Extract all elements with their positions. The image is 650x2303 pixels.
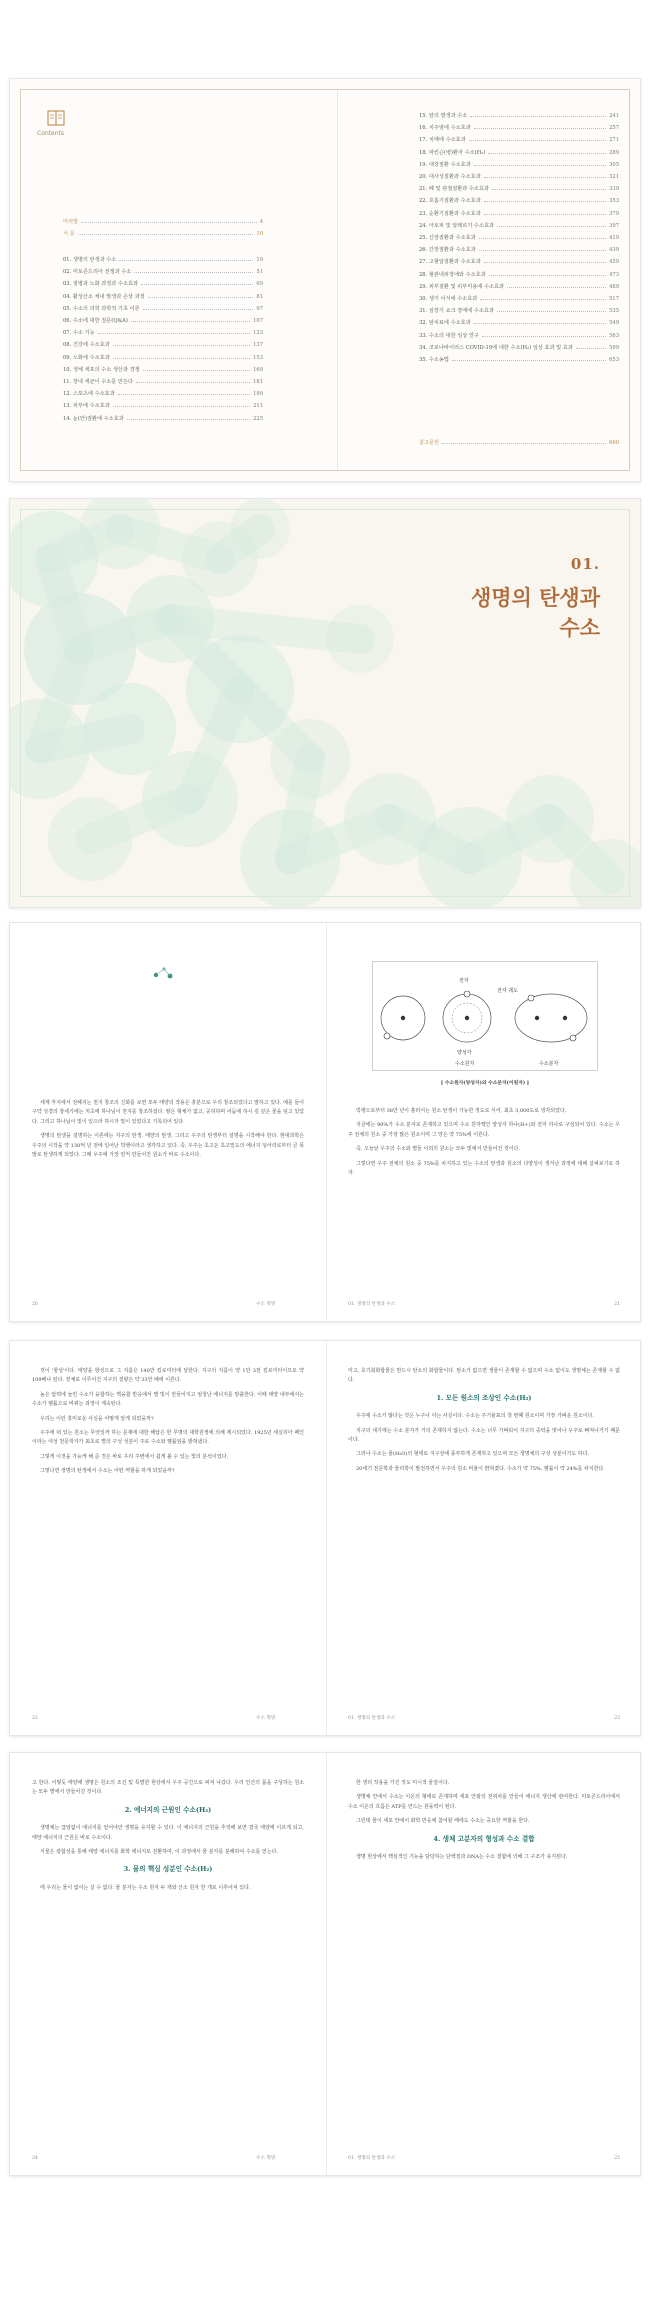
toc-entry-page: 397 — [609, 222, 619, 229]
folio-chapter-title: 01. 생명의 탄생과 수소 — [348, 2156, 396, 2161]
toc-leader-dots — [143, 370, 250, 371]
toc-entry-page: 137 — [253, 342, 263, 349]
toc-entry-page: 489 — [609, 283, 619, 290]
toc-entry — [419, 269, 619, 281]
toc-entry — [63, 228, 263, 240]
toc-entry-title: 16. 치주염에 수소효과 — [419, 125, 471, 132]
toc-entry-page: 225 — [253, 415, 263, 422]
toc-entry-title: 35. 수소농법 — [419, 357, 449, 364]
toc-entry-title: 참고문헌 — [419, 440, 440, 446]
toc-entry — [63, 254, 263, 266]
toc-leader-dots — [474, 128, 606, 129]
toc-leader-dots — [479, 250, 606, 251]
folio-book-title: 수소 혁명 — [256, 1716, 276, 1721]
body-text-page-22 — [32, 1367, 304, 1482]
contents-spine — [337, 90, 338, 470]
paragraph: 빅뱅으로부터 38만 년이 흘러서는 원소 탄생이 가능한 정도로 식어, 최초 3,000도로 냉각되었다. — [356, 1108, 567, 1114]
toc-leader-dots — [474, 165, 606, 166]
paragraph: 미고, 호기회화합물은 반드시 탄소의 화합물이다. 탄소가 없으면 생물이 존재할 수 없으며 수소 없이도 생명체는 존재할 수 없다. — [348, 1368, 620, 1384]
toc-entry-title: 23. 순환기질환과 수소효과 — [419, 210, 481, 217]
toc-entry — [419, 293, 619, 305]
molecule-ornament-icon — [150, 963, 178, 983]
chapter-number: 01. — [570, 555, 600, 573]
paragraph: 고 한다. 이렇듯 태양에 생명은 원소의 조건 및 특별한 현상에서 우주 공간으로 퍼져 나갔다. 우리 인간의 몸을 구성하는 원소는 모두 별에서 만들어진 것이다. — [32, 1780, 304, 1796]
toc-entry-page: 660 — [609, 440, 619, 446]
section-heading: 2. 에너지의 근원인 수소(H₂) — [124, 1805, 212, 1814]
folio-number: 25 — [614, 2156, 620, 2161]
toc-entry-title: 22. 호흡기질환과 수소효과 — [419, 198, 481, 205]
toc-entry-title: 03. 질병과 노화 과정과 수소효과 — [63, 281, 138, 288]
toc-entry-title: 06. 수소에 대한 질문(Q&A) — [63, 318, 128, 325]
toc-entry-title: 07. 수소 기능 — [63, 330, 95, 337]
toc-entry-page: 199 — [253, 391, 263, 398]
paragraph: 지구의 대기에는 수소 분자가 거의 존재하지 않는다. 수소는 너무 가벼워서 지구의 중력을 벗어나 우주로 빠져나가기 때문이다. — [348, 1427, 620, 1444]
paragraph: 것이 '항성'이다. 태양을 항성으로 그 지름은 140만 킬로미터에 달한다. 지구의 지름이 약 1만 3천 킬로미터이므로 약 109배나 된다. 천체로 이루어진 지구의 질량은 약 33만 배에 이른다. — [32, 1368, 304, 1384]
toc-leader-dots — [78, 234, 254, 235]
toc-leader-dots — [141, 284, 253, 285]
toc-entry — [63, 364, 263, 376]
toc-entry-title: 18. 파킨슨(병)환자 수소(H₂) — [419, 149, 486, 156]
toc-entry-page: 535 — [609, 308, 619, 315]
toc-entry-title: 서 문 — [63, 231, 75, 238]
toc-leader-dots — [113, 345, 250, 346]
chapter-title-line1: 생명의 탄생과 — [470, 585, 600, 610]
toc-entry-page: 549 — [609, 320, 619, 327]
toc-entry — [63, 327, 263, 339]
toc-entry-title: 20. 대사성질환과 수소효과 — [419, 174, 481, 181]
folio-number: 23 — [614, 1716, 620, 1721]
figure-caption: [ 수소원자(양성자)와 수소분자(이원자) ] — [440, 1080, 530, 1086]
section-heading: 3. 물의 핵심 성분인 수소(H₂) — [123, 1865, 213, 1874]
paragraph: 우주에 수소가 많다는 것은 누구나 아는 사실이다. 수소는 주기율표의 첫 번째 원소이며 가장 가벼운 원소이다. — [356, 1413, 594, 1420]
toc-leader-dots — [497, 226, 606, 227]
toc-entry-title: 10. 생체 세포의 수소 생산과 경쟁 — [63, 366, 140, 373]
toc-entry-title: 31. 심장기 쇼크 장애에 수소효과 — [419, 308, 494, 315]
toc-entry-page: 51 — [256, 269, 263, 276]
paragraph: 생명체 안에서 수소는 이온의 형태로 존재하며 세포 안팎의 전위차를 만들어 에너지 생산에 관여한다. 미토콘드리아에서 수소 이온의 흐름은 ATP를 만드는 원동력이 된다. — [348, 1794, 620, 1810]
section-heading: 4. 생체 고분자의 형성과 수소 결합 — [433, 1834, 535, 1843]
toc-entry — [419, 281, 619, 293]
toc-entry — [63, 266, 263, 278]
toc-entry — [419, 244, 619, 256]
toc-front-matter — [63, 216, 263, 240]
page-24 — [10, 1753, 326, 2175]
toc-entry — [419, 354, 619, 366]
toc-entry-page: 599 — [609, 344, 619, 351]
contents-spread — [9, 78, 641, 482]
toc-entry-page: 321 — [609, 174, 619, 181]
toc-leader-dots — [484, 214, 606, 215]
toc-leader-dots — [136, 382, 250, 383]
paragraph: 그런데 물이 세포 안에서 화학 반응에 참여할 때에도 수소는 중요한 역할을 한다. — [356, 1818, 530, 1825]
folio-number: 21 — [614, 1302, 620, 1307]
paragraph: 태 우리는 물이 없이는 살 수 없다. 물 분자는 수소 원자 두 개와 산소 원자 한 개로 이루어져 있다. — [40, 1884, 251, 1891]
toc-entry — [63, 291, 263, 303]
body-text-page-20 — [32, 1099, 304, 1165]
toc-entry — [63, 216, 263, 228]
toc-entry-title: 04. 활성산소 체내 발생과 손상 과정 — [63, 293, 145, 300]
toc-entry-page: 10 — [256, 231, 263, 238]
toc-leader-dots — [469, 140, 606, 141]
toc-leader-dots — [113, 358, 250, 359]
toc-leader-dots — [479, 238, 606, 239]
toc-leader-dots — [474, 323, 606, 324]
toc-entry-title: 21. 폐 및 관절질환과 수소효과 — [419, 186, 489, 193]
toc-entry-title: 13. 피부에 수소효과 — [63, 403, 110, 410]
toc-entry-page: 181 — [253, 379, 263, 386]
paragraph: 그렇다면 생명의 탄생에서 수소는 어떤 역할을 하게 되었을까? — [40, 1468, 175, 1475]
toc-entry-page: 439 — [609, 247, 619, 254]
toc-leader-dots — [484, 177, 606, 178]
paragraph: 높은 압력에 눌린 수소가 융합하는 핵융합 반응에서 별 빛이 만들어지고 엄청난 에너지를 방출한다. 이때 태양 내부에서는 수소가 헬륨으로 바뀌는 과정이 계속된다. — [32, 1391, 304, 1408]
toc-entry — [419, 232, 619, 244]
page-spread-24-25 — [9, 1752, 641, 2176]
toc-entry-page: 459 — [609, 259, 619, 266]
toc-entry-page: 81 — [256, 293, 263, 300]
toc-entry — [419, 171, 619, 183]
body-text-page-24 — [32, 1779, 304, 1898]
toc-entry-title: 24. 아토피 및 알레르기 수소효과 — [419, 222, 494, 229]
toc-leader-dots — [489, 275, 606, 276]
toc-entry — [419, 195, 619, 207]
toc-leader-dots — [507, 287, 606, 288]
chapter-opener — [9, 498, 641, 908]
toc-entry-title: 33. 수소의 대한 임상 연구 — [419, 332, 479, 339]
toc-leader-dots — [127, 419, 250, 420]
toc-entry — [419, 208, 619, 220]
folio-number: 20 — [32, 1302, 38, 1307]
figure-label: 수소원자 — [455, 1061, 475, 1067]
section-heading: 1. 모든 원소의 조상인 수소(H₂) — [436, 1393, 532, 1402]
folio-book-title: 수소 혁명 — [256, 2156, 276, 2161]
toc-leader-dots — [452, 360, 606, 361]
toc-leader-dots — [497, 311, 606, 312]
toc-entry — [63, 388, 263, 400]
toc-leader-dots — [576, 348, 606, 349]
figure-label: 전자 — [459, 978, 469, 984]
figure-label: 전자 궤도 — [497, 988, 518, 994]
toc-entry-title: 30. 생기 이식에 수소효과 — [419, 296, 478, 303]
toc-entry-page: 97 — [256, 305, 263, 312]
toc-entry — [63, 315, 263, 327]
toc-entry-title: 19. 대장질환 수소효과 — [419, 161, 471, 168]
paragraph: 20세기 천문학과 물리학이 발전하면서 우주의 원소 비율이 밝혀졌다. 수소가 약 75%, 헬륨이 약 24%를 차지한다. — [356, 1465, 605, 1472]
paragraph: 식물은 광합성을 통해 태양 에너지를 화학 에너지로 전환하며, 이 과정에서 물 분자를 분해하여 수소를 얻는다. — [40, 1849, 278, 1856]
toc-entry-title: 01. 생명의 탄생과 수소 — [63, 257, 117, 263]
toc-entry-title: 29. 피부질환 및 피부미용에 수소효과 — [419, 283, 505, 290]
folio-book-title: 수소 혁명 — [256, 1302, 276, 1307]
hydrogen-atom-figure — [372, 961, 598, 1071]
toc-entry-page: 153 — [253, 354, 263, 361]
body-text-page-23 — [348, 1367, 620, 1479]
toc-leader-dots — [118, 394, 250, 395]
toc-entry-page: 653 — [609, 357, 619, 364]
toc-entry-title: 02. 미토콘드리아 전쟁과 수소 — [63, 269, 132, 276]
toc-entry — [419, 134, 619, 146]
toc-leader-dots — [113, 406, 250, 407]
folio-number: 24 — [32, 2156, 38, 2161]
toc-right-column — [419, 110, 619, 366]
toc-entry-title: 25. 신장질환과 수소효과 — [419, 235, 476, 242]
toc-entry-title: 32. 암치료에 수소효과 — [419, 320, 471, 327]
page-spread-20-21 — [9, 922, 641, 1322]
paragraph: 생명체는 끊임없이 에너지를 얻어야만 생명을 유지할 수 있다. 이 에너지의 근원을 추적해 보면 결국 태양에 이르게 되고, 태양 에너지의 근원은 바로 수소이다. — [32, 1825, 304, 1841]
toc-leader-dots — [480, 299, 606, 300]
paragraph: 즉, 오늘날 우주의 수소와 별들 이외의 원소는 모두 빛에서 만들어진 것이다. — [356, 1146, 520, 1153]
toc-entry-title: 11. 장내 세균이 수소를 만든다 — [63, 379, 133, 386]
body-text-page-21 — [348, 1107, 620, 1183]
toc-leader-dots — [134, 272, 253, 273]
toc-leader-dots — [131, 321, 250, 322]
paragraph: 그러나 수소는 물(H₂O)의 형태로 지구상에 풍부하게 존재하고 있으며 모든 생명체의 구성 성분이기도 하다. — [356, 1451, 590, 1458]
page-25 — [326, 1753, 641, 2175]
toc-entry — [419, 256, 619, 268]
page-21 — [326, 923, 641, 1321]
toc-leader-dots — [98, 333, 251, 334]
toc-entry — [63, 400, 263, 412]
toc-entry-title: 26. 간장질환과 수소효과 — [419, 247, 476, 254]
toc-entry-title: 34. 코로나바이러스 COVID-19에 대한 수소(H₂) 임상 효과 및 효과 — [419, 344, 573, 351]
toc-entry-title: 27. 고혈압질환과 수소효과 — [419, 259, 481, 266]
toc-leader-dots — [442, 443, 606, 444]
toc-entry-page: 339 — [609, 186, 619, 193]
hydrogen-diagram — [373, 962, 599, 1072]
toc-entry-page: 107 — [253, 318, 263, 325]
toc-leader-dots — [484, 201, 606, 202]
toc-entry-page: 19 — [256, 257, 263, 263]
chapter-title-line2: 수소 — [559, 615, 600, 640]
toc-entry-page: 419 — [609, 235, 619, 242]
paragraph: 우리는 이런 흥미로운 사실을 어떻게 알게 되었을까? — [40, 1415, 154, 1422]
toc-entry — [63, 352, 263, 364]
toc-entry-page: 257 — [609, 125, 619, 132]
page-spread-22-23 — [9, 1340, 641, 1736]
toc-entry-page: 211 — [253, 403, 263, 410]
book-logo-icon — [45, 108, 67, 128]
toc-entry-page: 517 — [609, 296, 619, 303]
toc-entry-title: 14. 눈(안)질환에 수소효과 — [63, 415, 124, 422]
toc-entry-title: 머리말 — [63, 219, 79, 225]
toc-entry-title: 12. 스포츠에 수소효과 — [63, 391, 115, 398]
toc-entry — [419, 159, 619, 171]
toc-leader-dots — [119, 260, 253, 261]
figure-label: 수소분자 — [539, 1061, 559, 1067]
toc-entry-page: 271 — [609, 137, 619, 144]
toc-leader-dots — [470, 116, 606, 117]
toc-leader-dots — [488, 153, 606, 154]
toc-leader-dots — [81, 222, 257, 223]
toc-leader-dots — [148, 297, 254, 298]
toc-entry-page: 123 — [253, 330, 263, 337]
toc-entry — [419, 122, 619, 134]
toc-leader-dots — [482, 336, 606, 337]
toc-entry — [419, 110, 619, 122]
contents-frame — [20, 89, 630, 471]
toc-leader-dots — [143, 309, 254, 310]
toc-entry-title: 08. 건강에 수소효과 — [63, 342, 110, 349]
folio-number: 22 — [32, 1716, 38, 1721]
toc-entry — [63, 303, 263, 315]
paragraph: 생명의 탄생을 설명하는 이론에는 지구의 탄생, 태양의 탄생, 그리고 우주의 탄생부터 설명을 시작해야 한다. 현대과학은 우주의 시작을 약 138억 년 전에 일어난 빅뱅이라고 생각하고 있다. 즉, 우주는 초고온 초고밀도의 에너지 덩어리로부터 큰 폭발로 탄생하게 되었다. 그때 우주에 가장 먼저 만들어진 원소가 바로 수소이다. — [32, 1133, 304, 1159]
body-text-page-25 — [348, 1779, 620, 1867]
toc-entry — [419, 342, 619, 354]
chapter-title — [471, 583, 600, 643]
toc-entry — [419, 317, 619, 329]
toc-entry — [419, 147, 619, 159]
toc-entry — [63, 278, 263, 290]
toc-entry-title: 05. 수소의 의학 과학적 기초 이론 — [63, 305, 140, 312]
paragraph: 그렇게 이것을 가능케 해 준 것은 바로 우리 주변에서 쉽게 볼 수 있는 빛의 분석이었다. — [40, 1453, 229, 1460]
toc-entry-page: 69 — [256, 281, 263, 288]
toc-entry — [419, 183, 619, 195]
opener-frame — [20, 509, 630, 897]
toc-leader-dots — [484, 262, 606, 263]
toc-entry-page: 289 — [609, 149, 619, 156]
toc-entry-title: 15. 암의 발생과 수소 — [419, 113, 468, 119]
folio-chapter-title: 01. 생명의 탄생과 수소 — [348, 1302, 396, 1307]
toc-entry-page: 353 — [609, 198, 619, 205]
folio-chapter-title: 01. 생명의 탄생과 수소 — [348, 1716, 396, 1721]
page-22 — [10, 1341, 326, 1735]
toc-entry-page: 473 — [609, 271, 619, 278]
paragraph: 우주에 떠 있는 원소는 무엇일까 하는 문제에 대한 해답은 한 무명의 대학원생에 의해 제시되었다. 1925년 세실리아 페인이라는 여성 천문학자가 최초로 별의 구성 성분이 주로 수소와 헬륨임을 밝혀냈다. — [32, 1430, 304, 1446]
contents-caption: Contents — [37, 130, 64, 137]
toc-entry-title: 09. 노화에 수소효과 — [63, 354, 110, 361]
toc-left-column — [63, 254, 263, 425]
paragraph: 생명 현상에서 핵심적인 기능을 담당하는 단백질과 DNA는 수소 결합에 의해 그 구조가 유지된다. — [356, 1854, 568, 1861]
toc-entry-page: 379 — [609, 210, 619, 217]
toc-entry-page: 169 — [253, 366, 263, 373]
figure-label: 양성자 — [457, 1050, 472, 1056]
toc-entry-title: 28. 혈관내피장애와 수소효과 — [419, 271, 486, 278]
paragraph: 세계 각지에서 전해지는 천지 창조의 신화를 보면 모두 태양의 작용은 흥분으로 우리 창조되었다고 말하고 있다. 예를 들어 구약 성경의 창세기에는 처초에 하나님이 천지를 창조하셨다. 땅은 형체가 없고, 공허하며 어둠에 하시 깊 깊은 물을 덮고 있었다. 그리고 하나님이 빛이 있으라 하시자 빛이 있었다고 기록되어 있다. — [32, 1100, 304, 1125]
toc-entry — [419, 220, 619, 232]
page-20 — [10, 923, 326, 1321]
toc-entry — [419, 305, 619, 317]
toc-entry — [63, 376, 263, 388]
paragraph: 그렇다면 우주 전체의 원소 중 75%를 차지하고 있는 수소의 탄생과 원소의 다양성이 생겨난 과정에 대해 살펴보기로 하자. — [348, 1160, 620, 1177]
toc-entry — [63, 339, 263, 351]
page-23 — [326, 1341, 641, 1735]
toc-entry — [419, 330, 619, 342]
toc-leader-dots — [492, 189, 606, 190]
toc-entry — [419, 437, 619, 449]
toc-entry-page: 4 — [259, 219, 263, 225]
toc-back-matter — [419, 437, 619, 449]
paragraph: 한 생리 작용을 가진 것도 미시적 물질이다. — [356, 1780, 450, 1786]
toc-entry-page: 305 — [609, 161, 619, 168]
paragraph: 지금에는 90%가 수소 분자로 존재하고 있으며 수소 원자핵인 양성자 하나(H+)와 전자 하나로 구성되어 있다. 수소는 우주 전체의 원소 중 가장 많은 원소이며 그 양은 약 75%에 이른다. — [348, 1122, 620, 1138]
toc-entry-page: 241 — [609, 113, 619, 119]
toc-entry-title: 17. 치매에 수소효과 — [419, 137, 466, 144]
toc-entry — [63, 413, 263, 425]
toc-entry-page: 563 — [609, 332, 619, 339]
